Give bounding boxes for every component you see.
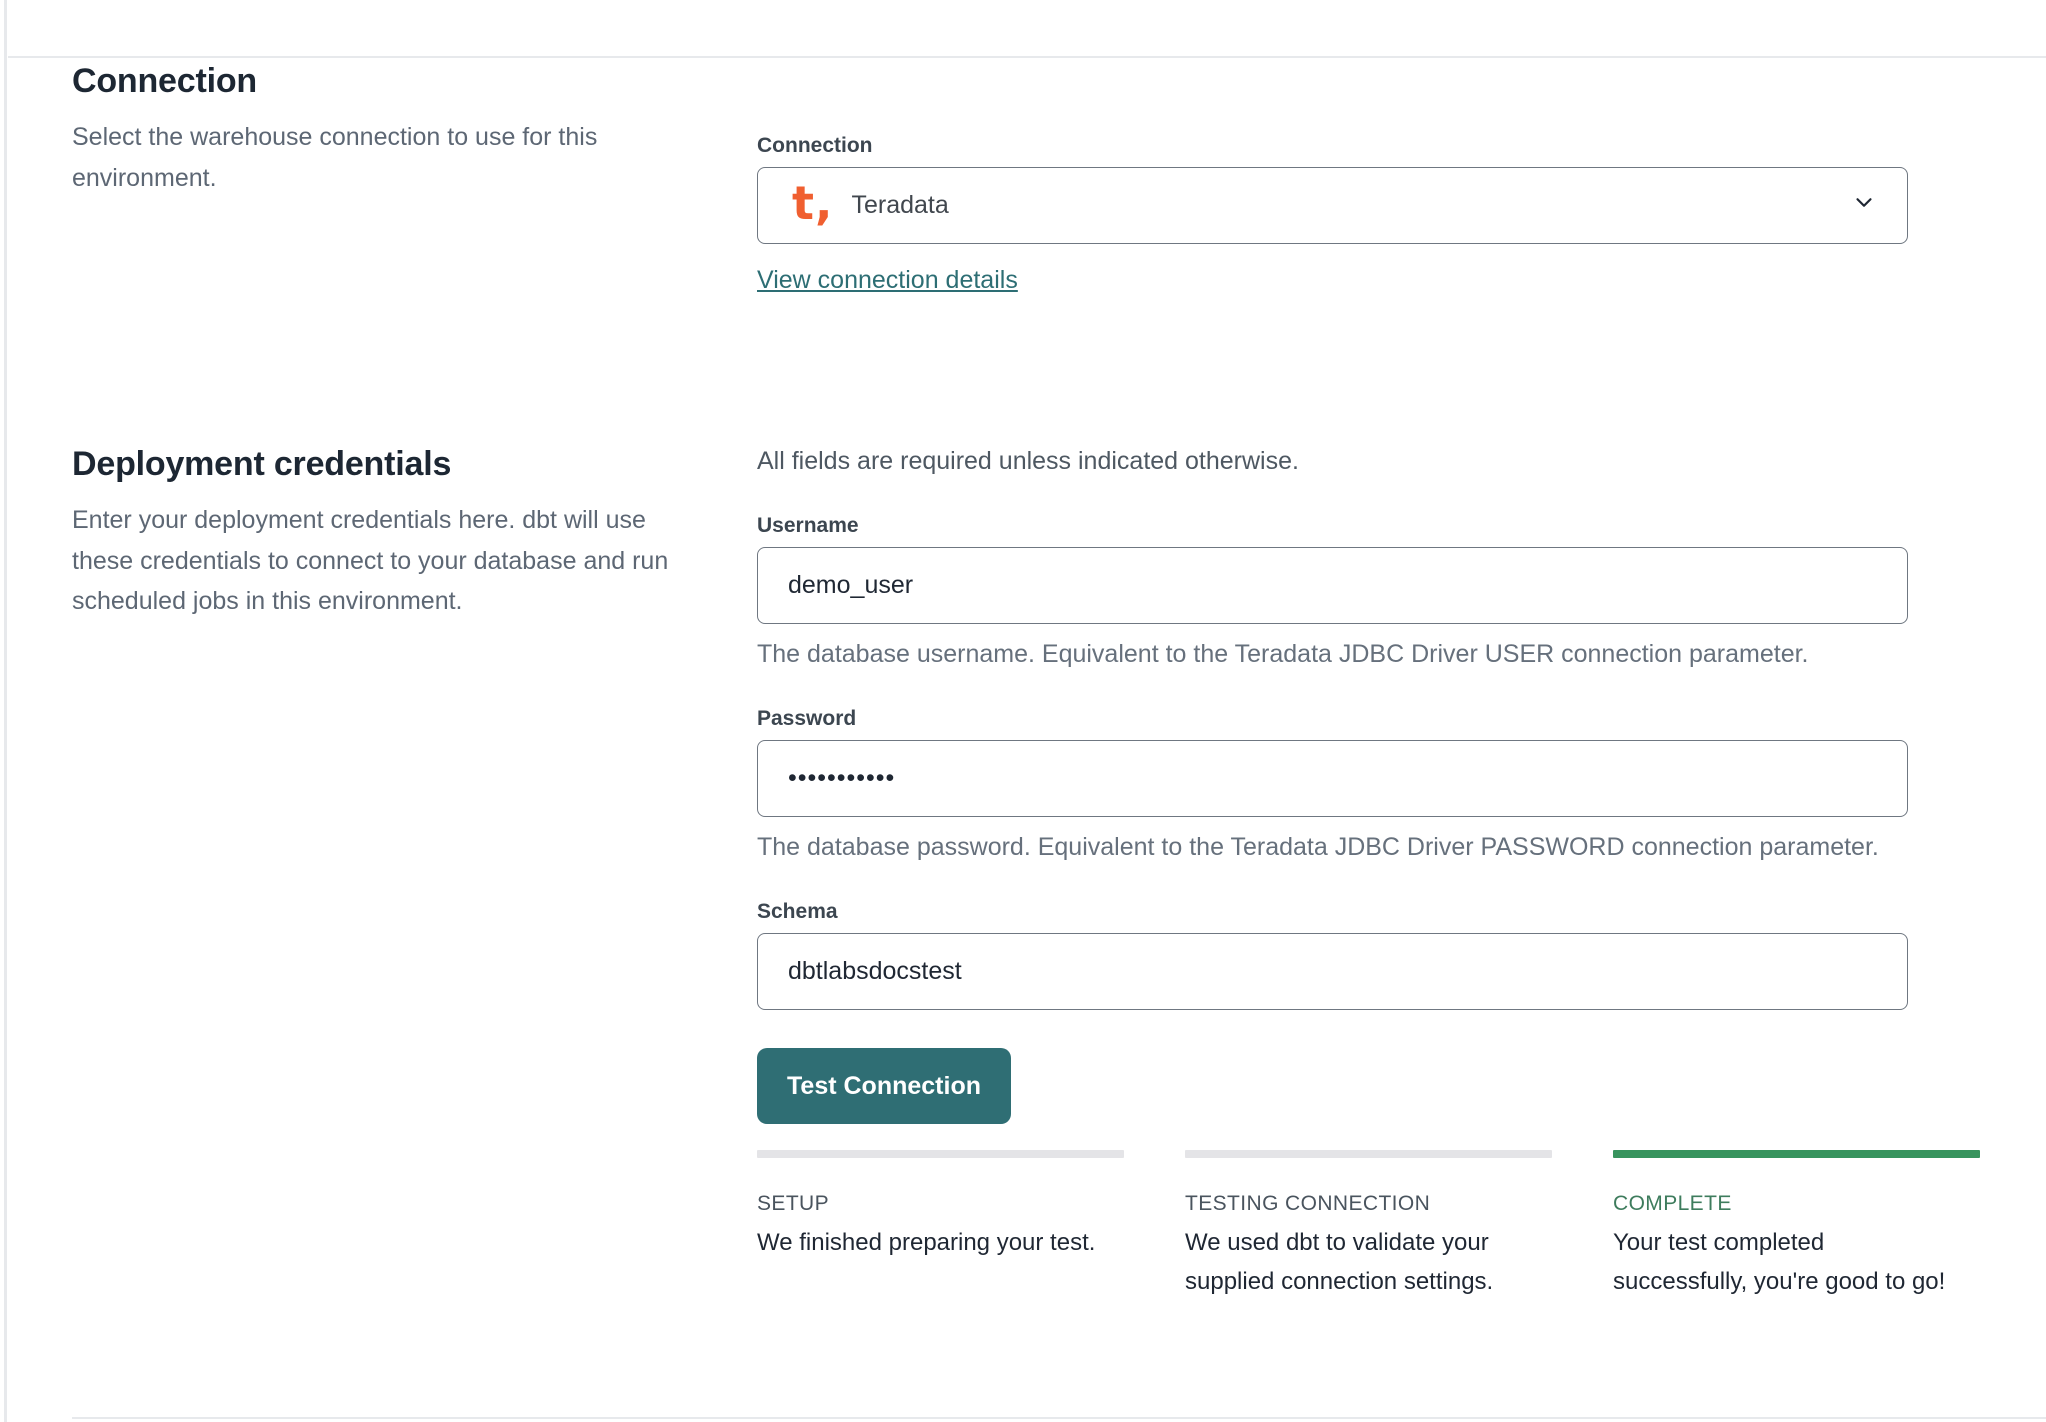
username-field-label: Username xyxy=(757,514,859,537)
schema-field-label: Schema xyxy=(757,900,838,923)
page-left-border xyxy=(4,0,7,1422)
required-fields-note: All fields are required unless indicated otherwise. xyxy=(757,447,1299,475)
step-testing-progress-bar xyxy=(1185,1150,1552,1158)
step-complete xyxy=(1613,1150,1980,1302)
connection-select[interactable] xyxy=(757,167,1908,244)
step-complete-progress-bar xyxy=(1613,1150,1980,1158)
deployment-credentials-section xyxy=(72,445,2046,1302)
password-helper-text: The database password. Equivalent to the Teradata JDBC Driver PASSWORD connection parameter. xyxy=(757,833,1879,861)
connection-field-label: Connection xyxy=(757,134,873,157)
section-bottom-divider xyxy=(72,1417,2046,1419)
step-testing-description: We used dbt to validate your supplied connection settings. xyxy=(1185,1229,1494,1295)
step-testing-connection xyxy=(1185,1150,1552,1302)
step-setup-description: We finished preparing your test. xyxy=(757,1229,1096,1256)
schema-input[interactable] xyxy=(757,933,1908,1010)
view-connection-details-link[interactable]: View connection details xyxy=(757,266,1018,294)
connection-section-title: Connection xyxy=(72,62,257,100)
chevron-down-icon xyxy=(1851,189,1877,222)
credentials-section-title: Deployment credentials xyxy=(72,445,452,483)
section-top-divider xyxy=(8,56,2046,58)
step-complete-description: Your test completed successfully, you're good to go! xyxy=(1613,1229,1946,1295)
password-field-label: Password xyxy=(757,707,857,730)
credentials-form xyxy=(757,445,1946,1302)
connection-selected-value: Teradata xyxy=(851,191,949,219)
test-connection-button[interactable]: Test Connection xyxy=(757,1048,1011,1124)
username-input[interactable] xyxy=(757,547,1908,624)
connection-section-intro xyxy=(72,62,757,198)
connection-test-steps xyxy=(757,1150,1946,1302)
credentials-section-description: Enter your deployment credentials here. dbt will use these credentials to connect to your database and run scheduled jobs in this environment. xyxy=(72,506,669,615)
connection-section-form xyxy=(757,62,1908,295)
step-setup-label: SETUP xyxy=(757,1192,830,1215)
step-setup xyxy=(757,1150,1124,1302)
password-input[interactable] xyxy=(757,740,1908,817)
step-complete-label: COMPLETE xyxy=(1613,1192,1732,1215)
teradata-icon: t, xyxy=(792,175,834,230)
username-helper-text: The database username. Equivalent to the Teradata JDBC Driver USER connection parameter. xyxy=(757,640,1809,668)
credentials-section-intro xyxy=(72,445,757,622)
step-setup-progress-bar xyxy=(757,1150,1124,1158)
connection-section-description: Select the warehouse connection to use for this environment. xyxy=(72,123,598,192)
connection-section xyxy=(72,62,2046,295)
step-testing-label: TESTING CONNECTION xyxy=(1185,1192,1431,1215)
